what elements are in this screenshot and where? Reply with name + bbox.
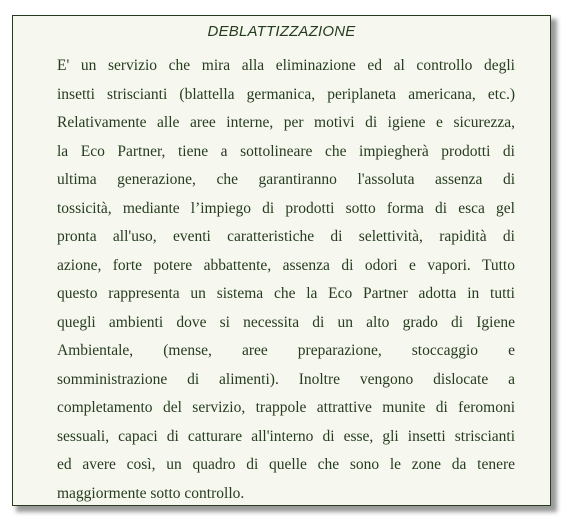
text-line: quegli ambienti dove si necessita di un alto grado di Igiene (57, 313, 515, 331)
text-line: maggiormente sotto controllo. (57, 484, 245, 502)
text-line: insetti striscianti (blattella germanica, periplaneta americana, etc.) (57, 85, 515, 103)
info-box (12, 15, 551, 506)
text-line: somministrazione di alimenti). Inoltre vengono dislocate a (57, 370, 515, 388)
text-line: la Eco Partner, tiene a sottolineare che impiegherà prodotti di (57, 142, 515, 160)
text-line: completamento del servizio, trappole attrattive munite di feromoni (57, 399, 515, 416)
text-line: pronta all'uso, eventi caratteristiche di selettività, rapidità di (57, 228, 515, 245)
document-body (57, 52, 515, 508)
text-line: questo rappresenta un sistema che la Eco Partner adotta in tutti (57, 285, 515, 302)
text-line: tossicità, mediante l’impiego di prodotti sotto forma di esca gel (57, 199, 515, 217)
text-line: sessuali, capaci di catturare all'interno di esse, gli insetti striscianti (57, 427, 515, 445)
text-line: azione, forte potere abbattente, assenza di odori e vapori. Tutto (57, 256, 515, 274)
document-title: DEBLATTIZZAZIONE (207, 23, 356, 40)
text-line: Relativamente alle aree interne, per motivi di igiene e sicurezza, (57, 114, 515, 131)
text-line: ed avere così, un quadro di quelle che sono le zone da tenere (57, 456, 515, 473)
text-line: Ambientale, (mense, aree preparazione, stoccaggio e (57, 342, 515, 359)
text-line: E' un servizio che mira alla eliminazione ed al controllo degli (57, 57, 515, 74)
text-line: ultima generazione, che garantiranno l'assoluta assenza di (57, 171, 515, 188)
